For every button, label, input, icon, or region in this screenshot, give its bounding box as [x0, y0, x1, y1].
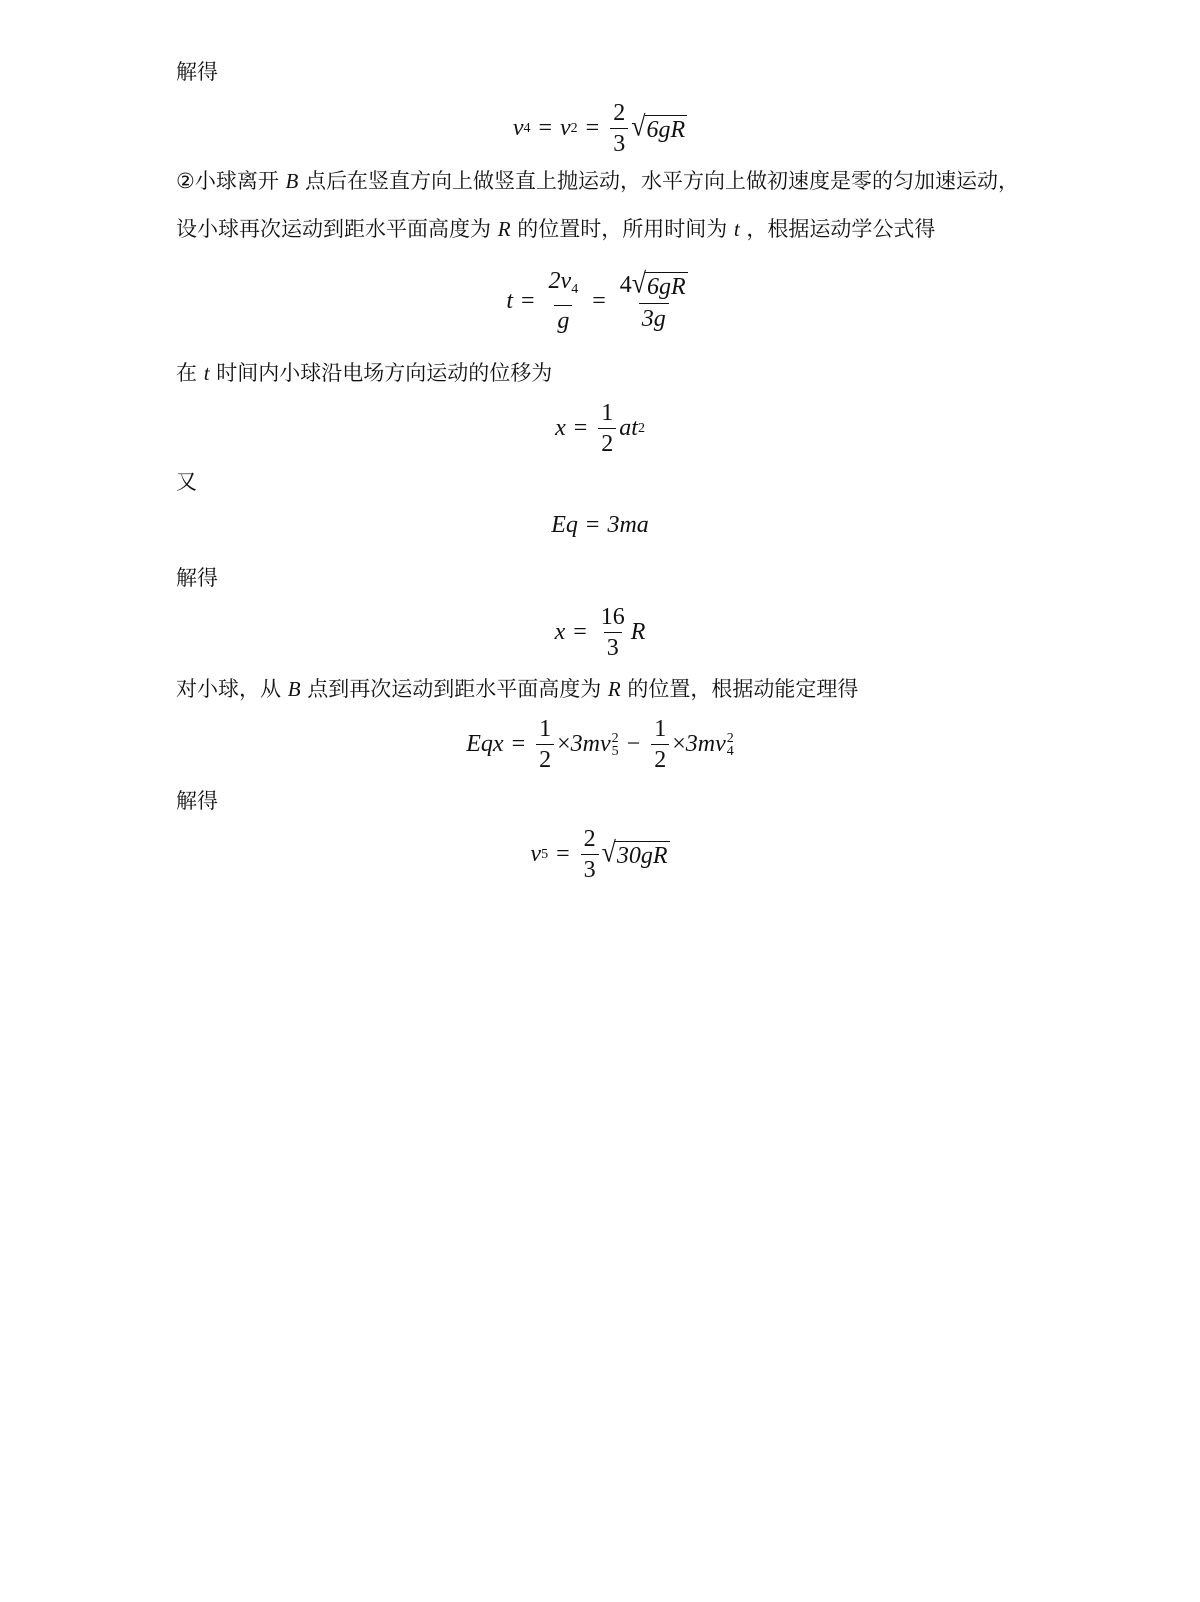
text-var: R	[607, 677, 621, 701]
text-span: 设小球再次运动到距水平面高度为	[176, 217, 491, 241]
denominator: 3	[610, 128, 628, 157]
numerator: 16	[600, 604, 625, 630]
eq-R: R	[630, 619, 646, 645]
eq-equals: =	[520, 287, 535, 314]
num-4: 4	[619, 272, 632, 298]
eq-3ma: 3ma	[607, 512, 649, 538]
eq-minus: −	[626, 731, 641, 757]
denominator: 3g	[639, 303, 669, 332]
text-span: 时间内小球沿电场方向运动的位移为	[216, 361, 553, 385]
radical-sign: √	[631, 267, 647, 300]
equation-eq-3ma	[0, 512, 1200, 539]
equation-x-at2	[0, 400, 1200, 457]
text-var: t	[733, 217, 740, 241]
numerator: 1	[601, 400, 614, 426]
fraction	[617, 267, 691, 332]
denominator: g	[554, 305, 572, 334]
text-line	[176, 674, 858, 704]
text-span: 在	[176, 361, 197, 385]
text-var: R	[497, 217, 511, 241]
numerator: 1	[654, 716, 667, 742]
text-line: 解得	[176, 789, 218, 813]
equation-v5	[0, 826, 1200, 883]
eq-t: t	[506, 287, 513, 314]
num-2v: 2v	[548, 268, 572, 294]
fraction	[581, 826, 599, 883]
text-line: 又	[176, 470, 197, 494]
numerator	[617, 267, 691, 303]
denominator: 2	[536, 744, 554, 773]
radical-sign: √	[601, 836, 616, 869]
text-span: 的位置时，所用时间为	[517, 217, 728, 241]
denominator: 2	[651, 744, 669, 773]
text-span: ，根据运动学公式得	[746, 217, 936, 241]
fraction	[598, 400, 616, 457]
eq-sub: 5	[541, 846, 549, 862]
numerator	[546, 268, 582, 305]
numerator: 1	[539, 716, 552, 742]
equation-t	[0, 268, 1200, 334]
text-span: 对小球，从	[176, 677, 281, 701]
eq-v: v	[512, 115, 524, 141]
eq-Eqx: Eqx	[466, 731, 504, 757]
eq-equals: =	[556, 841, 570, 867]
eq-sub: 4	[726, 743, 734, 759]
radicand: 6gR	[646, 117, 686, 143]
radicand: 6gR	[647, 274, 686, 300]
eq-3mv: 3mv	[570, 731, 611, 757]
fraction	[546, 268, 582, 334]
eq-times: ×	[672, 731, 686, 757]
sqrt	[631, 267, 688, 301]
eq-equals: =	[511, 731, 526, 757]
sup-sub	[612, 732, 619, 758]
eq-sub: 5	[611, 743, 619, 759]
radicand: 30gR	[616, 843, 668, 869]
numerator: 2	[583, 826, 596, 852]
text-line	[176, 358, 552, 388]
fraction	[651, 716, 669, 773]
eq-x: x	[555, 415, 566, 441]
eq-Eq: Eq	[551, 512, 578, 538]
eq-at: at	[619, 415, 638, 441]
denominator: 3	[604, 632, 622, 661]
eq-times: ×	[557, 731, 571, 757]
text-span: 点后在竖直方向上做竖直上抛运动，水平方向上做初速度是零的匀加速运动，	[305, 169, 1020, 193]
fraction	[536, 716, 554, 773]
numerator: 2	[613, 100, 626, 126]
eq-equals: =	[573, 415, 588, 441]
eq-sub: 2	[570, 120, 578, 136]
eq-equals: =	[585, 512, 600, 538]
text-span: 的位置，根据动能定理得	[627, 677, 859, 701]
eq-v: v	[530, 841, 542, 867]
eq-x: x	[554, 619, 566, 645]
text-var: t	[203, 361, 210, 385]
equation-energy	[0, 716, 1200, 773]
eq-equals: =	[585, 115, 600, 141]
text-span: 点到再次运动到距水平面高度为	[307, 677, 602, 701]
text-span: ②小球离开	[176, 169, 279, 193]
text-line	[176, 214, 935, 244]
radical-sign: √	[631, 110, 646, 143]
sup-sub	[727, 732, 734, 758]
eq-equals: =	[538, 115, 553, 141]
text-line: 解得	[176, 566, 218, 590]
eq-sup: 2	[637, 420, 645, 436]
fraction	[610, 100, 628, 157]
sqrt	[631, 110, 687, 144]
eq-sup: 2	[611, 730, 619, 746]
fraction	[598, 604, 628, 661]
equation-v4	[0, 100, 1200, 157]
text-var: B	[287, 677, 301, 701]
sqrt	[601, 836, 670, 870]
text-var: B	[285, 169, 299, 193]
eq-equals: =	[573, 619, 587, 645]
eq-equals: =	[592, 287, 606, 314]
text-line: 解得	[176, 60, 218, 84]
eq-3mv: 3mv	[685, 731, 726, 757]
text-line	[176, 166, 1019, 196]
denominator: 3	[581, 854, 599, 883]
equation-x-16R	[0, 604, 1200, 661]
eq-sub: 4	[523, 120, 531, 136]
denominator: 2	[598, 428, 616, 457]
eq-v: v	[560, 115, 571, 141]
eq-sup: 2	[726, 730, 734, 746]
eq-sub: 4	[571, 282, 579, 297]
